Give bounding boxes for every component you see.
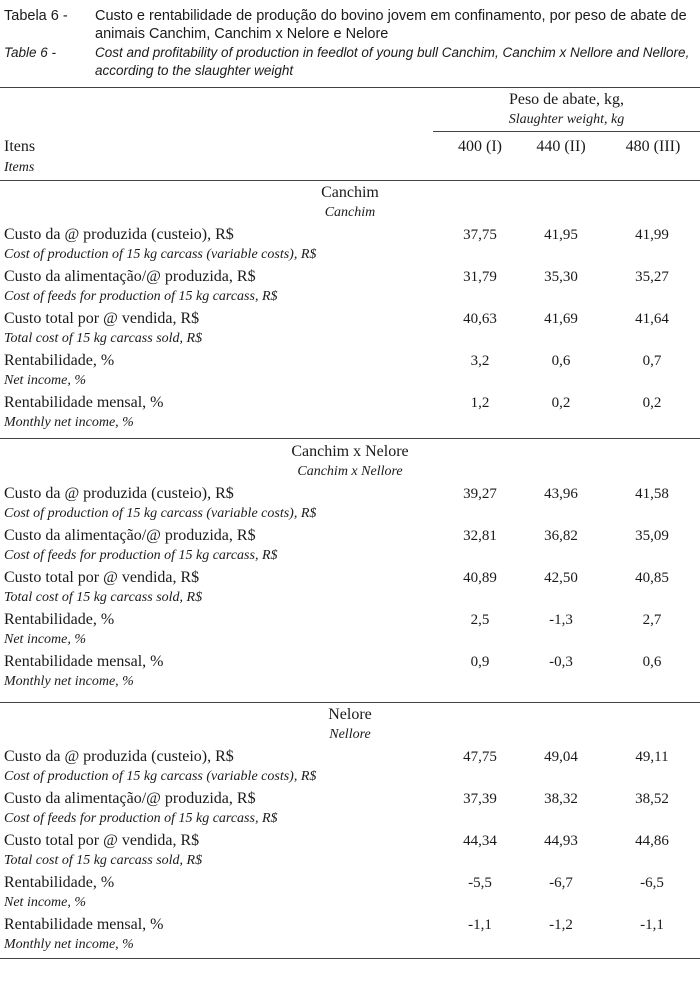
row-label-pt: Rentabilidade mensal, % [4, 653, 164, 670]
table-cell-value: 49,04 [544, 749, 578, 765]
table-cell-value: 0,9 [470, 654, 490, 670]
row-label-en: Monthly net income, % [4, 937, 134, 952]
row-label-pt: Custo da @ produzida (custeio), R$ [4, 748, 234, 765]
caption-label-en: Table 6 - [4, 45, 57, 60]
table-cell-value: 1,2 [470, 395, 490, 411]
table-cell-value: 3,2 [470, 353, 490, 369]
table-cell-value: 44,34 [463, 833, 497, 849]
row-label-en: Monthly net income, % [4, 415, 134, 430]
row-label-pt: Rentabilidade mensal, % [4, 916, 164, 933]
row-label-pt: Rentabilidade, % [4, 874, 115, 891]
table-cell-value: 36,82 [544, 528, 578, 544]
table-cell-value: -0,3 [549, 654, 573, 670]
column-header-440: 440 (II) [536, 138, 586, 155]
header-sub-rule [433, 131, 700, 132]
row-label-en: Total cost of 15 kg carcass sold, R$ [4, 331, 203, 346]
row-label-pt: Rentabilidade, % [4, 352, 115, 369]
group-title-pt: Canchim [321, 184, 379, 201]
row-label-pt: Rentabilidade, % [4, 611, 115, 628]
group-title-pt: Canchim x Nelore [291, 443, 409, 460]
table-cell-value: -1,3 [549, 612, 573, 628]
header-items-en: Items [4, 160, 35, 175]
group-divider-rule [0, 702, 700, 703]
table-cell-value: -6,7 [549, 875, 573, 891]
table-cell-value: 0,2 [642, 395, 662, 411]
table-cell-value: 0,6 [551, 353, 571, 369]
row-label-en: Cost of production of 15 kg carcass (variable costs), R$ [4, 506, 317, 521]
row-label-pt: Custo da alimentação/@ produzida, R$ [4, 268, 256, 285]
table-caption-pt [4, 7, 699, 43]
table-cell-value: -1,2 [549, 917, 573, 933]
table-cell-value: 35,09 [635, 528, 669, 544]
table-cell-value: 31,79 [463, 269, 497, 285]
group-title-en: Nellore [329, 727, 371, 742]
table-cell-value: 38,52 [635, 791, 669, 807]
caption-label-pt: Tabela 6 - [4, 8, 68, 24]
table-cell-value: -5,5 [468, 875, 492, 891]
table-cell-value: 44,86 [635, 833, 669, 849]
table-cell-value: 40,63 [463, 311, 497, 327]
table-cell-value: 37,39 [463, 791, 497, 807]
row-label-pt: Rentabilidade mensal, % [4, 394, 164, 411]
table-cell-value: 47,75 [463, 749, 497, 765]
table-cell-value: 40,89 [463, 570, 497, 586]
table-cell-value: -6,5 [640, 875, 664, 891]
group-title-en: Canchim x Nellore [297, 464, 403, 479]
table-cell-value: 32,81 [463, 528, 497, 544]
row-label-en: Cost of production of 15 kg carcass (variable costs), R$ [4, 769, 317, 784]
row-label-pt: Custo total por @ vendida, R$ [4, 832, 200, 849]
table-bottom-rule [0, 958, 700, 959]
table-cell-value: 38,32 [544, 791, 578, 807]
table-cell-value: -1,1 [468, 917, 492, 933]
column-header-480: 480 (III) [625, 138, 681, 155]
row-label-pt: Custo da alimentação/@ produzida, R$ [4, 527, 256, 544]
group-title-en: Canchim [324, 205, 376, 220]
table-cell-value: 42,50 [544, 570, 578, 586]
row-label-pt: Custo total por @ vendida, R$ [4, 310, 200, 327]
row-label-en: Net income, % [4, 373, 87, 388]
group-divider-rule [0, 438, 700, 439]
table-cell-value: 37,75 [463, 227, 497, 243]
row-label-en: Monthly net income, % [4, 674, 134, 689]
group-title-pt: Nelore [328, 706, 372, 723]
table-cell-value: 41,64 [635, 311, 669, 327]
table-cell-value: 0,6 [642, 654, 662, 670]
table-caption-en [4, 44, 699, 80]
table-cell-value: 49,11 [635, 749, 669, 765]
row-label-pt: Custo total por @ vendida, R$ [4, 569, 200, 586]
row-label-en: Cost of production of 15 kg carcass (variable costs), R$ [4, 247, 317, 262]
table-cell-value: 43,96 [544, 486, 578, 502]
table-cell-value: 41,95 [544, 227, 578, 243]
header-weight-pt: Peso de abate, kg, [508, 91, 625, 108]
row-label-en: Net income, % [4, 632, 87, 647]
table-cell-value: 41,58 [635, 486, 669, 502]
column-header-400: 400 (I) [458, 138, 502, 155]
row-label-en: Cost of feeds for production of 15 kg carcass, R$ [4, 811, 278, 826]
row-label-en: Total cost of 15 kg carcass sold, R$ [4, 590, 203, 605]
table-cell-value: 2,7 [642, 612, 662, 628]
row-label-pt: Custo da @ produzida (custeio), R$ [4, 226, 234, 243]
row-label-en: Total cost of 15 kg carcass sold, R$ [4, 853, 203, 868]
header-weight-en: Slaughter weight, kg [508, 112, 625, 127]
header-items-pt: Itens [4, 138, 36, 155]
row-label-en: Net income, % [4, 895, 87, 910]
table-cell-value: 40,85 [635, 570, 669, 586]
header-bottom-rule [0, 180, 700, 181]
row-label-pt: Custo da alimentação/@ produzida, R$ [4, 790, 256, 807]
table-cell-value: 35,30 [544, 269, 578, 285]
row-label-en: Cost of feeds for production of 15 kg carcass, R$ [4, 548, 278, 563]
caption-text-en: Cost and profitability of production in feedlot of young bull Canchim, Canchim x Nellore and Nellore, according to the slaughter weight [95, 45, 690, 78]
table-cell-value: -1,1 [640, 917, 664, 933]
table-cell-value: 44,93 [544, 833, 578, 849]
row-label-pt: Custo da @ produzida (custeio), R$ [4, 485, 234, 502]
table-top-rule [0, 87, 700, 88]
table-cell-value: 41,99 [635, 227, 669, 243]
table-cell-value: 39,27 [463, 486, 497, 502]
caption-text-pt: Custo e rentabilidade de produção do bovino jovem em confinamento, por peso de abate de animais Canchim, Canchim x Nelore e Nelore [95, 8, 687, 42]
table-cell-value: 0,2 [551, 395, 571, 411]
table-cell-value: 0,7 [642, 353, 662, 369]
table-cell-value: 35,27 [635, 269, 669, 285]
row-label-en: Cost of feeds for production of 15 kg carcass, R$ [4, 289, 278, 304]
table-cell-value: 41,69 [544, 311, 578, 327]
table-cell-value: 2,5 [470, 612, 490, 628]
